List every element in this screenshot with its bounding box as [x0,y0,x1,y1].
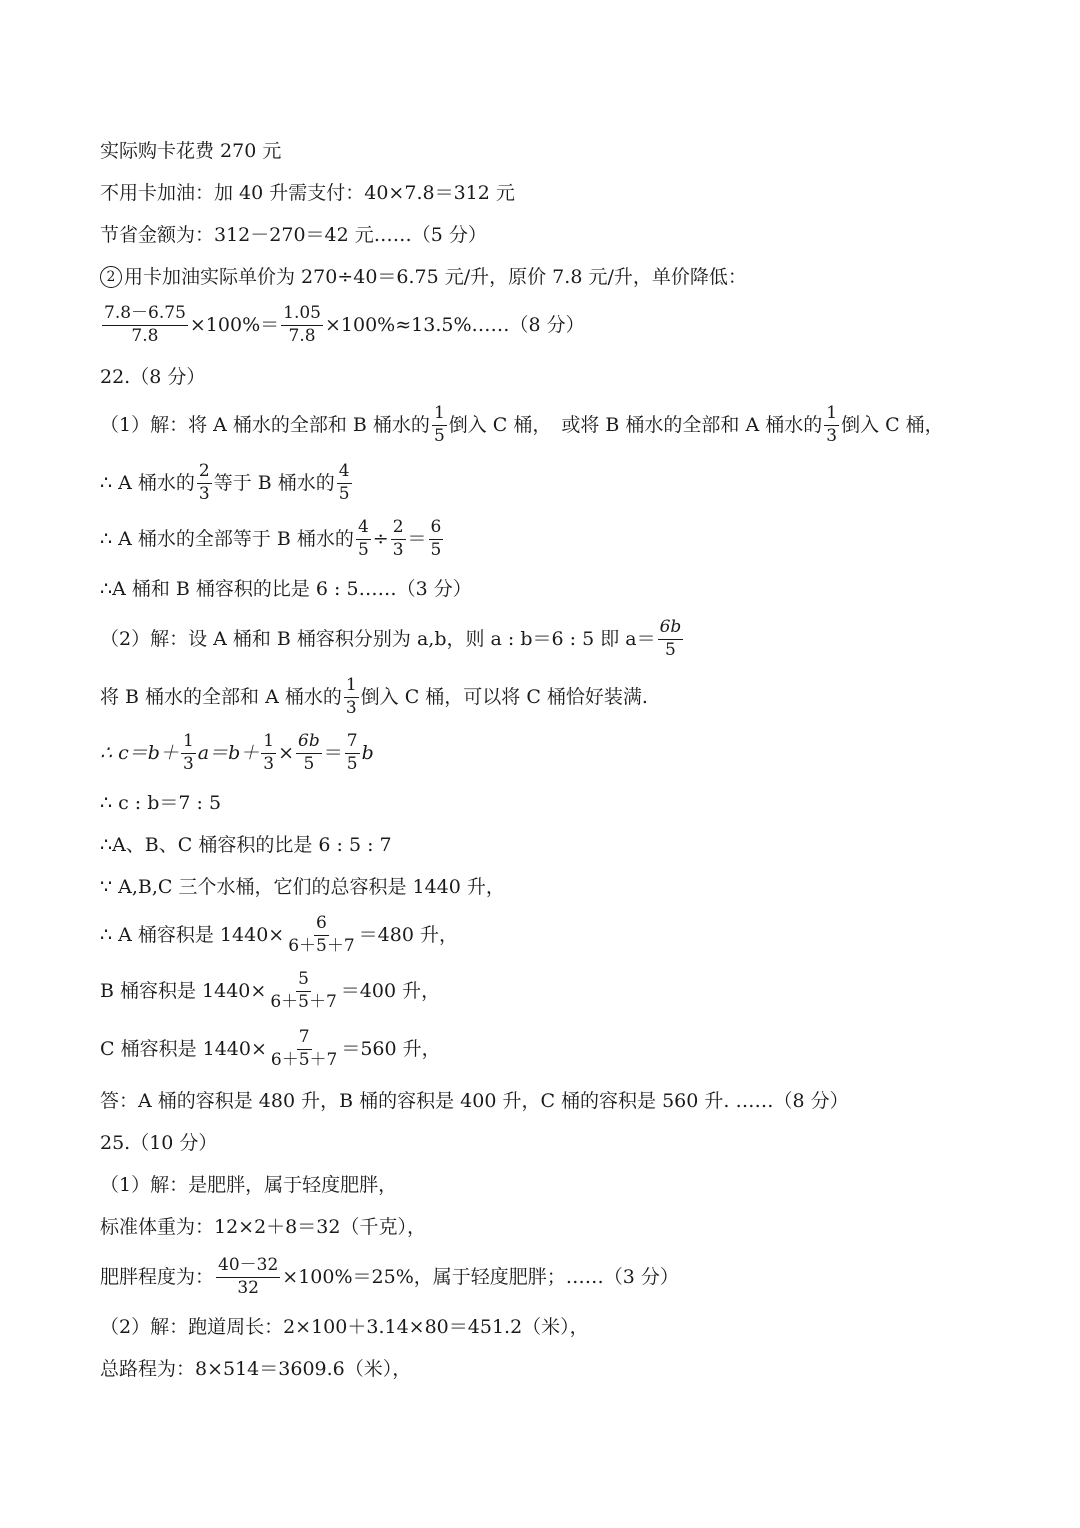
fraction: $\frac{7}{6+5+7}$ [270,1027,338,1070]
equation-line [100,732,374,774]
equation-line [100,1256,679,1298]
section-heading [100,1132,217,1155]
line-text: ÷ [372,527,389,550]
equation-line [100,970,440,1012]
text-line [100,1174,397,1197]
equation-line [100,462,354,504]
line-text: B 桶容积是 1440× [100,979,267,1002]
line-text: ＝ [323,741,343,764]
line-text: 肥胖程度为： [100,1265,215,1288]
line-text: ∴ A 桶水的 [100,471,195,494]
line-text: （1）解：将 A 桶水的全部和 B 桶水的 [100,413,430,436]
line-text: 等于 B 桶水的 [213,471,335,494]
line-text: （1）解：是肥胖，属于轻度肥胖， [100,1174,398,1196]
fraction: $\frac{4}{5}$ [338,461,350,504]
line-text: 将 B 桶水的全部和 A 桶水的 [100,685,342,708]
line-text: 总路程为：8×514＝3609.6（米）， [100,1358,412,1380]
section-heading [100,366,205,389]
line-text: ∴ A 桶水的全部等于 B 桶水的 [100,527,354,550]
fraction: $\frac{1}{3}$ [182,731,194,774]
text-line [100,1358,411,1381]
line-text: 实际购卡花费 270 元 [100,140,282,162]
line-text: ＝480 升， [358,923,458,946]
line-text: ∴ c＝b＋ [100,741,179,764]
line-text: 倒入 C 桶， [841,413,944,436]
fraction: $\frac{2}{3}$ [198,461,210,504]
line-text: 或将 B 桶水的全部和 A 桶水的 [561,413,823,436]
fraction: $\frac{2}{3}$ [392,517,404,560]
line-text: a＝b＋ [197,741,260,764]
line-text: 节省金额为：312－270＝42 元……（5 分） [100,224,487,246]
text-line [100,792,221,815]
line-text: ∴A、B、C 桶容积的比是 6 : 5 : 7 [100,834,392,856]
text-line [100,224,487,247]
line-text: ＝400 升， [340,979,441,1002]
fraction: $\frac{7.8-6.75}{7.8}$ [104,303,186,346]
line-text: 标准体重为：12×2＋8＝32（千克）， [100,1216,426,1238]
equation-line [100,676,648,718]
line-text: 25.（10 分） [100,1132,218,1154]
line-text: ∴ c : b＝7 : 5 [100,792,222,814]
equation-line [100,304,585,346]
text-line [100,578,472,601]
line-text: × [278,741,295,764]
text-line [100,1216,426,1239]
fraction: $\frac{6b}{5}$ [659,617,682,660]
fraction: $\frac{1.05}{7.8}$ [283,303,321,346]
text-line [100,1316,589,1339]
fraction: $\frac{6}{5}$ [430,517,442,560]
equation-line [100,914,458,956]
line-text: 不用卡加油：加 40 升需支付：40×7.8＝312 元 [100,182,515,204]
line-text: 倒入 C 桶，可以将 C 桶恰好装满. [360,685,648,708]
fraction: $\frac{4}{5}$ [357,517,369,560]
fraction: $\frac{5}{6+5+7}$ [270,969,337,1012]
line-text: ＝560 升， [341,1037,441,1060]
line-text: 倒入 C 桶， [448,413,552,436]
equation-line [100,518,445,560]
text-line [100,266,747,289]
line-text: 22.（8 分） [100,366,206,388]
fraction: $\frac{1}{3}$ [826,403,838,446]
equation-line [100,1028,441,1070]
line-text: （2）解：设 A 桶和 B 桶容积分别为 a,b，则 a : b＝6 : 5 即 a＝ [100,627,656,650]
line-text: 用卡加油实际单价为 270÷40＝6.75 元/升，原价 7.8 元/升，单价降低： [124,266,747,288]
fraction: $\frac{6b}{5}$ [298,731,320,774]
fraction: $\frac{1}{5}$ [433,403,445,446]
text-line [100,876,505,899]
text-line [100,1090,849,1113]
text-line [100,140,281,163]
line-text: ∵ A,B,C 三个水桶，它们的总容积是 1440 升， [100,876,505,898]
line-text: ×100%≈13.5%……（8 分） [325,313,585,336]
line-text: ∴A 桶和 B 桶容积的比是 6 : 5……（3 分） [100,578,472,600]
equation-line [100,404,944,446]
line-text: b [361,741,374,764]
equation-line [100,618,685,660]
line-text: ∴ A 桶容积是 1440× [100,923,285,946]
fraction: $\frac{1}{3}$ [345,675,357,718]
line-text: ×100%＝25%，属于轻度肥胖；……（3 分） [282,1265,679,1288]
text-line [100,834,392,857]
circled-number: 2 [100,266,122,288]
fraction: $\frac{40-32}{32}$ [218,1255,279,1298]
text-line [100,182,515,205]
line-text: 答：A 桶的容积是 480 升，B 桶的容积是 400 升，C 桶的容积是 560 升. ……（8 分） [100,1090,849,1112]
line-text: （2）解：跑道周长：2×100＋3.14×80＝451.2（米）， [100,1316,589,1338]
line-text: C 桶容积是 1440× [100,1037,267,1060]
fraction: $\frac{7}{5}$ [346,731,358,774]
line-text: ×100%＝ [189,313,280,336]
line-text: ＝ [407,527,427,550]
fraction: $\frac{6}{6+5+7}$ [288,913,355,956]
fraction: $\frac{1}{3}$ [263,731,275,774]
